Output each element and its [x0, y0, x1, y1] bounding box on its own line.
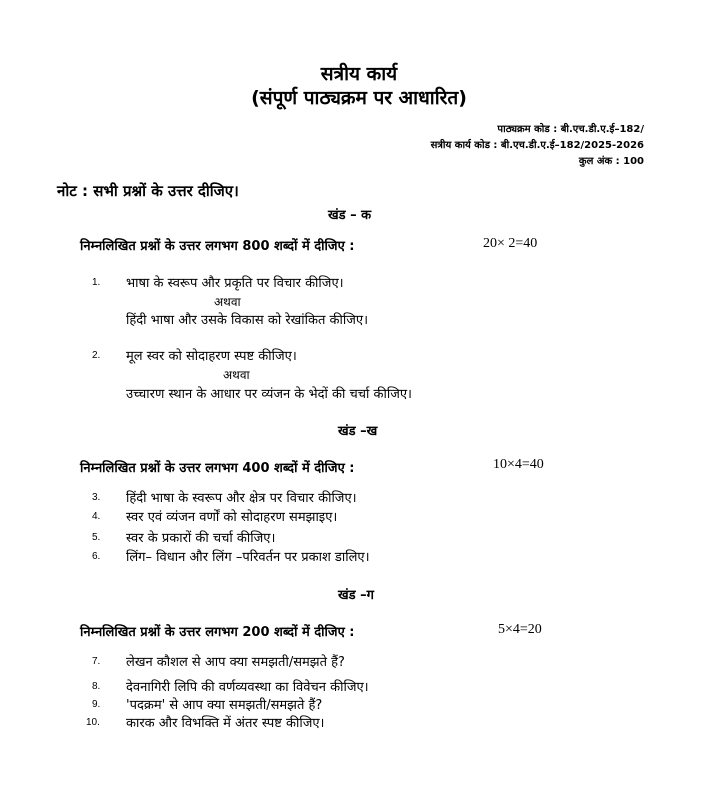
question-number: 8.	[92, 681, 101, 692]
or-text: अथवा	[214, 295, 241, 309]
question-alternative: हिंदी भाषा और उसके विकास को रेखांकित कीजिए।	[126, 313, 369, 328]
section-c-instruction: निम्नलिखित प्रश्नों के उत्तर लगभग 200 शब्दों में दीजिए :	[80, 625, 355, 640]
section-a-marks: 20× 2=40	[483, 236, 538, 251]
question-number: 1.	[92, 277, 101, 288]
question-number: 4.	[92, 511, 101, 522]
note-text: नोट : सभी प्रश्नों के उत्तर दीजिए।	[57, 182, 239, 200]
question-text: स्वर एवं व्यंजन वर्णों को सोदाहरण समझाइए।	[126, 510, 338, 525]
or-text: अथवा	[223, 368, 250, 382]
question-number: 5.	[92, 532, 101, 543]
question-text: देवनागिरी लिपि की वर्णव्यवस्था का विवेचन कीजिए।	[126, 680, 369, 695]
section-a-heading: खंड – क	[328, 208, 372, 223]
question-number: 10.	[86, 717, 100, 728]
section-c-marks: 5×4=20	[498, 622, 542, 637]
question-number: 6.	[92, 551, 101, 562]
question-text: 'पदक्रम' से आप क्या समझती/समझते हैं?	[126, 698, 323, 713]
question-number: 3.	[92, 492, 101, 503]
question-text: मूल स्वर को सोदाहरण स्पष्ट कीजिए।	[126, 349, 297, 364]
section-b-instruction: निम्नलिखित प्रश्नों के उत्तर लगभग 400 शब्दों में दीजिए :	[80, 461, 355, 476]
question-number: 7.	[92, 656, 101, 667]
section-a-instruction: निम्नलिखित प्रश्नों के उत्तर लगभग 800 शब्दों में दीजिए :	[80, 239, 355, 254]
question-number: 9.	[92, 699, 101, 710]
question-text: कारक और विभक्ति में अंतर स्पष्ट कीजिए।	[126, 716, 325, 731]
assignment-code: सत्रीय कार्य कोड : बी.एच.डी.ए.ई–182/2025-2026	[430, 140, 644, 151]
section-b-marks: 10×4=40	[493, 457, 544, 472]
total-marks: कुल अंक : 100	[578, 156, 644, 167]
question-text: लेखन कौशल से आप क्या समझती/समझते हैं?	[126, 655, 345, 670]
question-text: हिंदी भाषा के स्वरूप और क्षेत्र पर विचार कीजिए।	[126, 491, 357, 506]
question-alternative: उच्चारण स्थान के आधार पर व्यंजन के भेदों की चर्चा कीजिए।	[126, 387, 412, 402]
question-text: भाषा के स्वरूप और प्रकृति पर विचार कीजिए।	[126, 276, 344, 291]
question-text: स्वर के प्रकारों की चर्चा कीजिए।	[126, 531, 276, 546]
course-code: पाठ्यक्रम कोड : बी.एच.डी.ए.ई–182/	[497, 124, 644, 135]
section-c-heading: खंड –ग	[338, 588, 374, 603]
section-b-heading: खंड –ख	[338, 424, 378, 439]
title-line-1: सत्रीय कार्य	[320, 63, 398, 85]
title-line-2: (संपूर्ण पाठ्यक्रम पर आधारित)	[251, 87, 467, 109]
question-number: 2.	[92, 350, 101, 361]
question-text: लिंग– विधान और लिंग –परिवर्तन पर प्रकाश डालिए।	[126, 550, 370, 565]
